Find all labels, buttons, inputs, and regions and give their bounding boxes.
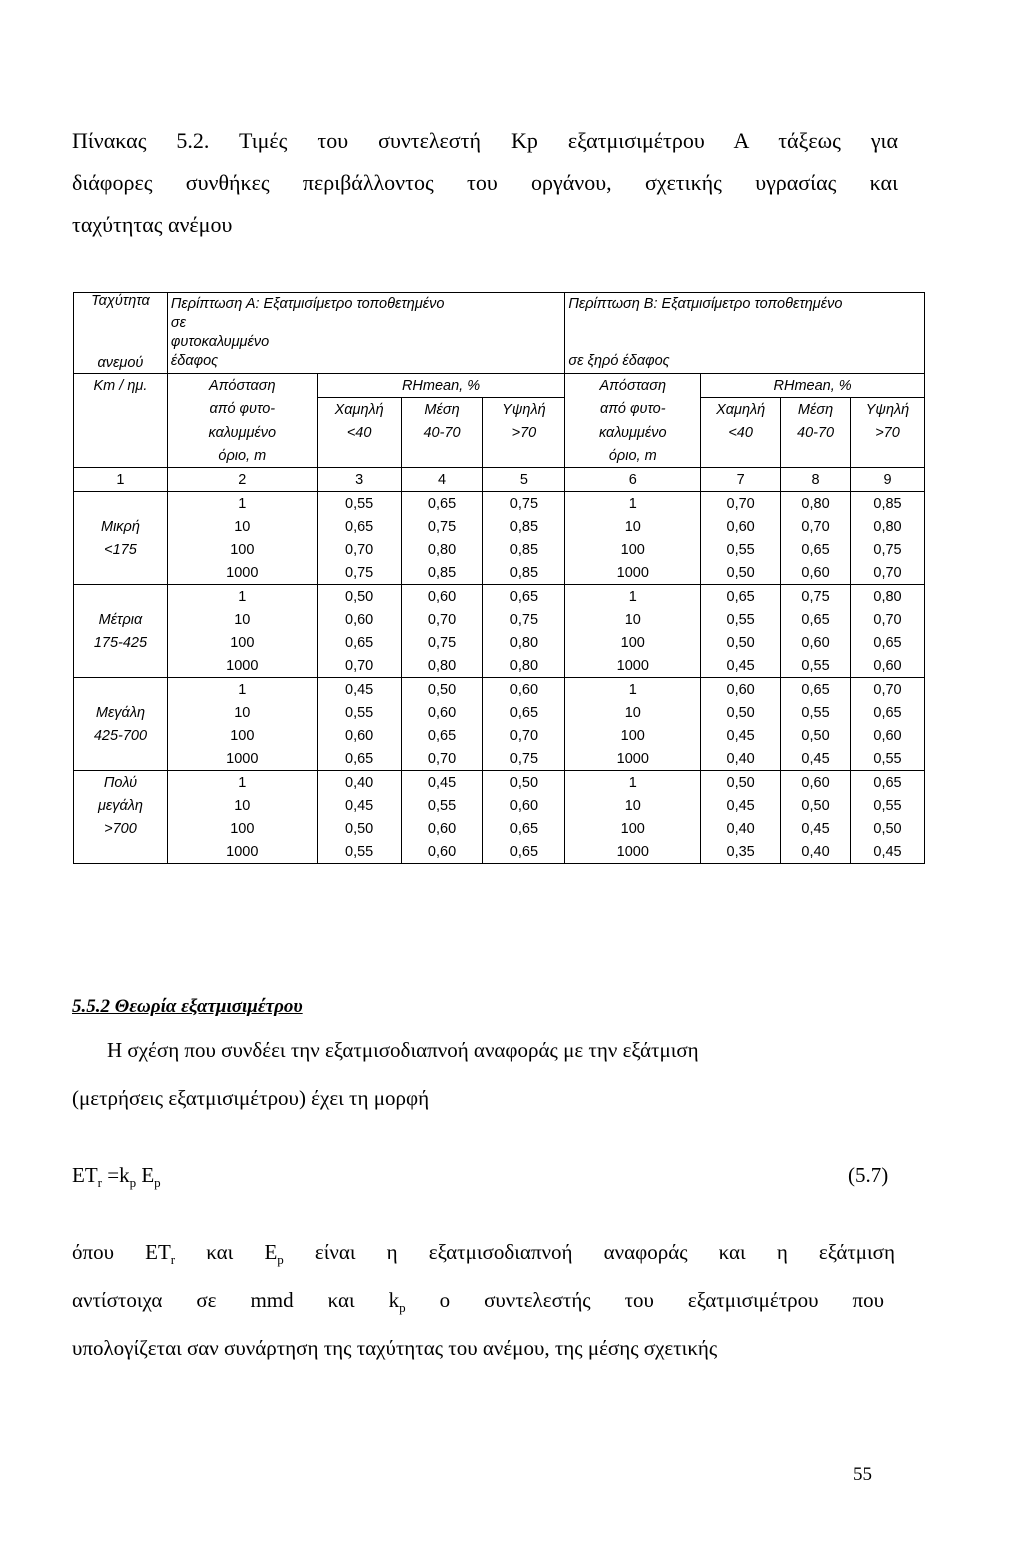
column-number: 8 bbox=[781, 468, 851, 492]
equation-part: E bbox=[136, 1163, 155, 1187]
table-cell: 0,85 bbox=[401, 561, 483, 585]
table-cell: 0,60 bbox=[317, 608, 401, 631]
case-a-line: σε bbox=[170, 315, 187, 331]
table-row bbox=[74, 678, 925, 702]
table-cell: 1000 bbox=[167, 840, 317, 864]
paragraph-line: υπολογίζεται σαν συνάρτηση της ταχύτητας του ανέμου, της μέσης σχετικής bbox=[72, 1336, 718, 1360]
table-cell: 0,65 bbox=[401, 724, 483, 747]
table-cell: 0,60 bbox=[317, 724, 401, 747]
table-cell: 10 bbox=[167, 794, 317, 817]
wind-speed-label: Πολύ bbox=[74, 771, 168, 795]
table-cell: 0,80 bbox=[401, 654, 483, 678]
table-cell: 0,65 bbox=[851, 771, 925, 795]
column-number: 2 bbox=[167, 468, 317, 492]
wind-speed-label bbox=[74, 585, 168, 609]
table-cell: 0,55 bbox=[781, 701, 851, 724]
table-cell: 0,70 bbox=[401, 747, 483, 771]
text-part: και E bbox=[175, 1240, 278, 1264]
caption-line: Πίνακας 5.2. Τιμές του συντελεστή Kp εξατμισιμέτρου Α τάξεως για bbox=[72, 128, 898, 153]
table-row bbox=[74, 631, 925, 654]
table-cell: 0,50 bbox=[701, 701, 781, 724]
table-cell: 0,55 bbox=[317, 492, 401, 516]
table-row bbox=[74, 608, 925, 631]
table-cell: 0,50 bbox=[781, 724, 851, 747]
case-a-line: φυτοκαλυμμένο bbox=[170, 334, 270, 350]
table-cell: 0,65 bbox=[401, 492, 483, 516]
table-cell: 0,60 bbox=[851, 654, 925, 678]
table-cell: 0,80 bbox=[781, 492, 851, 516]
speed-header: ανεμού bbox=[74, 352, 168, 373]
column-number: 6 bbox=[565, 468, 701, 492]
table-cell: 0,60 bbox=[401, 701, 483, 724]
table-cell: 1 bbox=[167, 492, 317, 516]
table-cell: 0,55 bbox=[701, 538, 781, 561]
table-cell: 0,65 bbox=[781, 608, 851, 631]
table-caption bbox=[72, 120, 952, 246]
table-cell: 0,75 bbox=[483, 608, 565, 631]
table-cell: 0,65 bbox=[781, 538, 851, 561]
table-row bbox=[74, 701, 925, 724]
equation-sub: p bbox=[154, 1175, 161, 1191]
table-row bbox=[74, 585, 925, 609]
table-cell: 0,55 bbox=[851, 747, 925, 771]
table-cell: 1 bbox=[167, 771, 317, 795]
table-cell: 0,60 bbox=[781, 561, 851, 585]
equation-part: ET bbox=[72, 1163, 98, 1187]
rh-high-header: Υψηλή bbox=[851, 398, 925, 422]
table-cell: 10 bbox=[565, 794, 701, 817]
case-a-header bbox=[167, 293, 564, 374]
table-cell: 1000 bbox=[565, 654, 701, 678]
table-cell: 0,70 bbox=[851, 608, 925, 631]
table-cell: 0,70 bbox=[317, 538, 401, 561]
column-number: 1 bbox=[74, 468, 168, 492]
table-cell: 0,50 bbox=[851, 817, 925, 840]
table-cell: 0,55 bbox=[851, 794, 925, 817]
wind-speed-label: 425-700 bbox=[74, 724, 168, 747]
table-row bbox=[74, 515, 925, 538]
table-cell: 0,55 bbox=[781, 654, 851, 678]
rh-low-range: <40 bbox=[317, 421, 401, 444]
table-cell: 0,65 bbox=[483, 701, 565, 724]
rh-mid-header: Μέση bbox=[781, 398, 851, 422]
table-cell: 0,45 bbox=[851, 840, 925, 864]
blank-cell bbox=[317, 444, 401, 468]
table-cell: 0,45 bbox=[781, 747, 851, 771]
text-part: όπου ET bbox=[72, 1240, 171, 1264]
table-cell: 10 bbox=[565, 701, 701, 724]
table-cell: 0,65 bbox=[781, 678, 851, 702]
table-cell: 1 bbox=[565, 492, 701, 516]
table-cell: 0,45 bbox=[701, 794, 781, 817]
equation-part: =k bbox=[102, 1163, 130, 1187]
blank-cell bbox=[74, 316, 168, 334]
table-cell: 0,80 bbox=[401, 538, 483, 561]
table-cell: 1000 bbox=[565, 840, 701, 864]
text-sub: p bbox=[277, 1252, 284, 1268]
blank-cell bbox=[851, 444, 925, 468]
text-part: είναι η εξατμισοδιαπνοή αναφοράς και η εξάτμιση bbox=[283, 1240, 895, 1264]
table-cell: 10 bbox=[167, 515, 317, 538]
table-cell: 0,75 bbox=[401, 631, 483, 654]
blank-cell bbox=[74, 398, 168, 422]
distance-header: καλυμμένο bbox=[167, 421, 317, 444]
table-cell: 1000 bbox=[565, 561, 701, 585]
column-number: 3 bbox=[317, 468, 401, 492]
table-cell: 0,55 bbox=[701, 608, 781, 631]
table-cell: 0,70 bbox=[781, 515, 851, 538]
table-cell: 0,40 bbox=[317, 771, 401, 795]
table-row bbox=[74, 817, 925, 840]
wind-speed-label bbox=[74, 840, 168, 864]
table-cell: 0,50 bbox=[701, 771, 781, 795]
table-cell: 0,75 bbox=[483, 492, 565, 516]
table-cell: 0,65 bbox=[483, 585, 565, 609]
column-number: 9 bbox=[851, 468, 925, 492]
table-cell: 0,65 bbox=[483, 817, 565, 840]
table-cell: 0,70 bbox=[851, 678, 925, 702]
case-b-line: σε ξηρό έδαφος bbox=[568, 353, 670, 369]
table-cell: 0,60 bbox=[401, 840, 483, 864]
case-b-header bbox=[565, 293, 925, 374]
section-title: 5.5.2 Θεωρία εξατμισιμέτρου bbox=[72, 996, 303, 1017]
table-cell: 0,85 bbox=[483, 515, 565, 538]
table-cell: 0,50 bbox=[781, 794, 851, 817]
rh-header: RHmean, % bbox=[317, 374, 565, 398]
speed-header: Ταχύτητα bbox=[74, 293, 168, 316]
table-row bbox=[74, 538, 925, 561]
speed-header: Km / ημ. bbox=[74, 374, 168, 398]
wind-speed-label: Μικρή bbox=[74, 515, 168, 538]
equation-sub: r bbox=[97, 1175, 102, 1191]
table-cell: 0,45 bbox=[317, 794, 401, 817]
table-cell: 0,45 bbox=[701, 724, 781, 747]
table-cell: 0,50 bbox=[701, 631, 781, 654]
wind-speed-label bbox=[74, 561, 168, 585]
distance-header: από φυτο- bbox=[167, 398, 317, 422]
table-cell: 0,75 bbox=[851, 538, 925, 561]
table-row bbox=[74, 492, 925, 516]
rh-high-range: >70 bbox=[483, 421, 565, 444]
table-cell: 0,70 bbox=[851, 561, 925, 585]
paragraph-line: Η σχέση που συνδέει την εξατμισοδιαπνοή αναφοράς με την εξάτμιση bbox=[107, 1038, 699, 1062]
table-cell: 0,40 bbox=[781, 840, 851, 864]
distance-header: Απόσταση bbox=[167, 374, 317, 398]
blank-cell bbox=[701, 444, 781, 468]
table-cell: 100 bbox=[565, 724, 701, 747]
table-cell: 0,70 bbox=[401, 608, 483, 631]
table-cell: 1 bbox=[565, 678, 701, 702]
column-number: 7 bbox=[701, 468, 781, 492]
table-row bbox=[74, 724, 925, 747]
table-cell: 100 bbox=[565, 817, 701, 840]
table-cell: 1000 bbox=[167, 654, 317, 678]
table-cell: 0,60 bbox=[483, 678, 565, 702]
table-cell: 0,65 bbox=[851, 701, 925, 724]
table-cell: 0,60 bbox=[851, 724, 925, 747]
wind-speed-label bbox=[74, 678, 168, 702]
blank-cell bbox=[74, 421, 168, 444]
rh-low-header: Χαμηλή bbox=[701, 398, 781, 422]
table-cell: 0,45 bbox=[317, 678, 401, 702]
caption-line: ταχύτητας ανέμου bbox=[72, 212, 233, 237]
kp-coefficient-table bbox=[73, 292, 925, 864]
table-cell: 0,65 bbox=[317, 515, 401, 538]
table-cell: 0,65 bbox=[483, 840, 565, 864]
table-cell: 1000 bbox=[565, 747, 701, 771]
blank-cell bbox=[781, 444, 851, 468]
table-cell: 0,60 bbox=[483, 794, 565, 817]
table-cell: 0,35 bbox=[701, 840, 781, 864]
rh-mid-range: 40-70 bbox=[781, 421, 851, 444]
table-cell: 0,55 bbox=[317, 701, 401, 724]
table-cell: 0,75 bbox=[781, 585, 851, 609]
table-cell: 0,50 bbox=[701, 561, 781, 585]
table-cell: 10 bbox=[167, 608, 317, 631]
distance-header: όριο, m bbox=[565, 444, 701, 468]
case-a-line: Περίπτωση Α: Εξατμισίμετρο τοποθετημένο bbox=[170, 296, 445, 312]
table-cell: 100 bbox=[565, 538, 701, 561]
table-cell: 1 bbox=[565, 771, 701, 795]
text-part: αντίστοιχα σε mmd bbox=[72, 1288, 294, 1312]
distance-header: Απόσταση bbox=[565, 374, 701, 398]
table-cell: 0,70 bbox=[701, 492, 781, 516]
table-cell: 0,65 bbox=[851, 631, 925, 654]
table-row bbox=[74, 840, 925, 864]
table-cell: 0,50 bbox=[317, 585, 401, 609]
blank-cell bbox=[74, 444, 168, 468]
case-b-line: Περίπτωση Β: Εξατμισίμετρο τοποθετημένο bbox=[568, 296, 843, 312]
rh-low-header: Χαμηλή bbox=[317, 398, 401, 422]
table-cell: 0,80 bbox=[483, 654, 565, 678]
table-cell: 0,50 bbox=[483, 771, 565, 795]
table-cell: 100 bbox=[167, 631, 317, 654]
blank-cell bbox=[483, 444, 565, 468]
blank-cell bbox=[74, 334, 168, 352]
table-cell: 1000 bbox=[167, 747, 317, 771]
text-part: ο συντελεστής του εξατμισιμέτρου που bbox=[405, 1288, 884, 1312]
wind-speed-label bbox=[74, 747, 168, 771]
table-cell: 0,80 bbox=[851, 585, 925, 609]
table-cell: 0,60 bbox=[701, 678, 781, 702]
table-cell: 100 bbox=[167, 817, 317, 840]
table-cell: 0,60 bbox=[781, 631, 851, 654]
rh-high-header: Υψηλή bbox=[483, 398, 565, 422]
rh-mid-header: Μέση bbox=[401, 398, 483, 422]
equation bbox=[72, 1163, 161, 1191]
wind-speed-label: Μεγάλη bbox=[74, 701, 168, 724]
table-cell: 0,65 bbox=[701, 585, 781, 609]
table-cell: 10 bbox=[565, 608, 701, 631]
table-cell: 0,60 bbox=[701, 515, 781, 538]
table-cell: 0,70 bbox=[483, 724, 565, 747]
column-number: 4 bbox=[401, 468, 483, 492]
table-cell: 0,60 bbox=[401, 585, 483, 609]
table-cell: 0,65 bbox=[317, 631, 401, 654]
table-cell: 0,45 bbox=[401, 771, 483, 795]
wind-speed-label: 175-425 bbox=[74, 631, 168, 654]
page-number: 55 bbox=[853, 1464, 872, 1485]
text-sub: r bbox=[170, 1252, 176, 1268]
distance-header: από φυτο- bbox=[565, 398, 701, 422]
table-cell: 0,75 bbox=[483, 747, 565, 771]
rh-mid-range: 40-70 bbox=[401, 421, 483, 444]
table-row bbox=[74, 561, 925, 585]
wind-speed-label bbox=[74, 654, 168, 678]
rh-low-range: <40 bbox=[701, 421, 781, 444]
table-cell: 100 bbox=[167, 538, 317, 561]
equation-sub: p bbox=[129, 1175, 137, 1191]
table-cell: 0,70 bbox=[317, 654, 401, 678]
table-cell: 0,80 bbox=[851, 515, 925, 538]
table-row bbox=[74, 747, 925, 771]
table-cell: 100 bbox=[565, 631, 701, 654]
paragraph-line: (μετρήσεις εξατμισιμέτρου) έχει τη μορφή bbox=[72, 1086, 430, 1110]
table-cell: 1 bbox=[565, 585, 701, 609]
caption-line: διάφορες συνθήκες περιβάλλοντος του οργάνου, σχετικής υγρασίας και bbox=[72, 170, 898, 195]
table-cell: 0,65 bbox=[317, 747, 401, 771]
wind-speed-label: Μέτρια bbox=[74, 608, 168, 631]
table-row bbox=[74, 771, 925, 795]
table-cell: 0,50 bbox=[317, 817, 401, 840]
wind-speed-label: μεγάλη bbox=[74, 794, 168, 817]
table-cell: 0,85 bbox=[483, 561, 565, 585]
wind-speed-label: >700 bbox=[74, 817, 168, 840]
table-cell: 1 bbox=[167, 678, 317, 702]
table-cell: 0,45 bbox=[701, 654, 781, 678]
table-cell: 0,60 bbox=[781, 771, 851, 795]
table-cell: 0,45 bbox=[781, 817, 851, 840]
table-cell: 0,40 bbox=[701, 747, 781, 771]
text-part: και k bbox=[293, 1288, 400, 1312]
column-number-row bbox=[74, 468, 925, 492]
table-cell: 1000 bbox=[167, 561, 317, 585]
table-cell: 100 bbox=[167, 724, 317, 747]
equation-number: (5.7) bbox=[848, 1163, 889, 1187]
table-cell: 0,75 bbox=[401, 515, 483, 538]
table-cell: 0,75 bbox=[317, 561, 401, 585]
wind-speed-label: <175 bbox=[74, 538, 168, 561]
table-cell: 0,55 bbox=[317, 840, 401, 864]
table-cell: 10 bbox=[167, 701, 317, 724]
column-number: 5 bbox=[483, 468, 565, 492]
text-sub: p bbox=[399, 1300, 406, 1316]
table-row bbox=[74, 794, 925, 817]
table-cell: 0,60 bbox=[401, 817, 483, 840]
distance-header: όριο, m bbox=[167, 444, 317, 468]
rh-header: RHmean, % bbox=[701, 374, 925, 398]
case-a-line: έδαφος bbox=[170, 353, 219, 369]
table-cell: 0,55 bbox=[401, 794, 483, 817]
distance-header: καλυμμένο bbox=[565, 421, 701, 444]
rh-high-range: >70 bbox=[851, 421, 925, 444]
table-row bbox=[74, 654, 925, 678]
wind-speed-label bbox=[74, 492, 168, 516]
table-cell: 0,85 bbox=[851, 492, 925, 516]
table-cell: 0,40 bbox=[701, 817, 781, 840]
table-cell: 0,85 bbox=[483, 538, 565, 561]
table-cell: 0,50 bbox=[401, 678, 483, 702]
table-cell: 10 bbox=[565, 515, 701, 538]
table-cell: 0,80 bbox=[483, 631, 565, 654]
table-cell: 1 bbox=[167, 585, 317, 609]
blank-cell bbox=[401, 444, 483, 468]
